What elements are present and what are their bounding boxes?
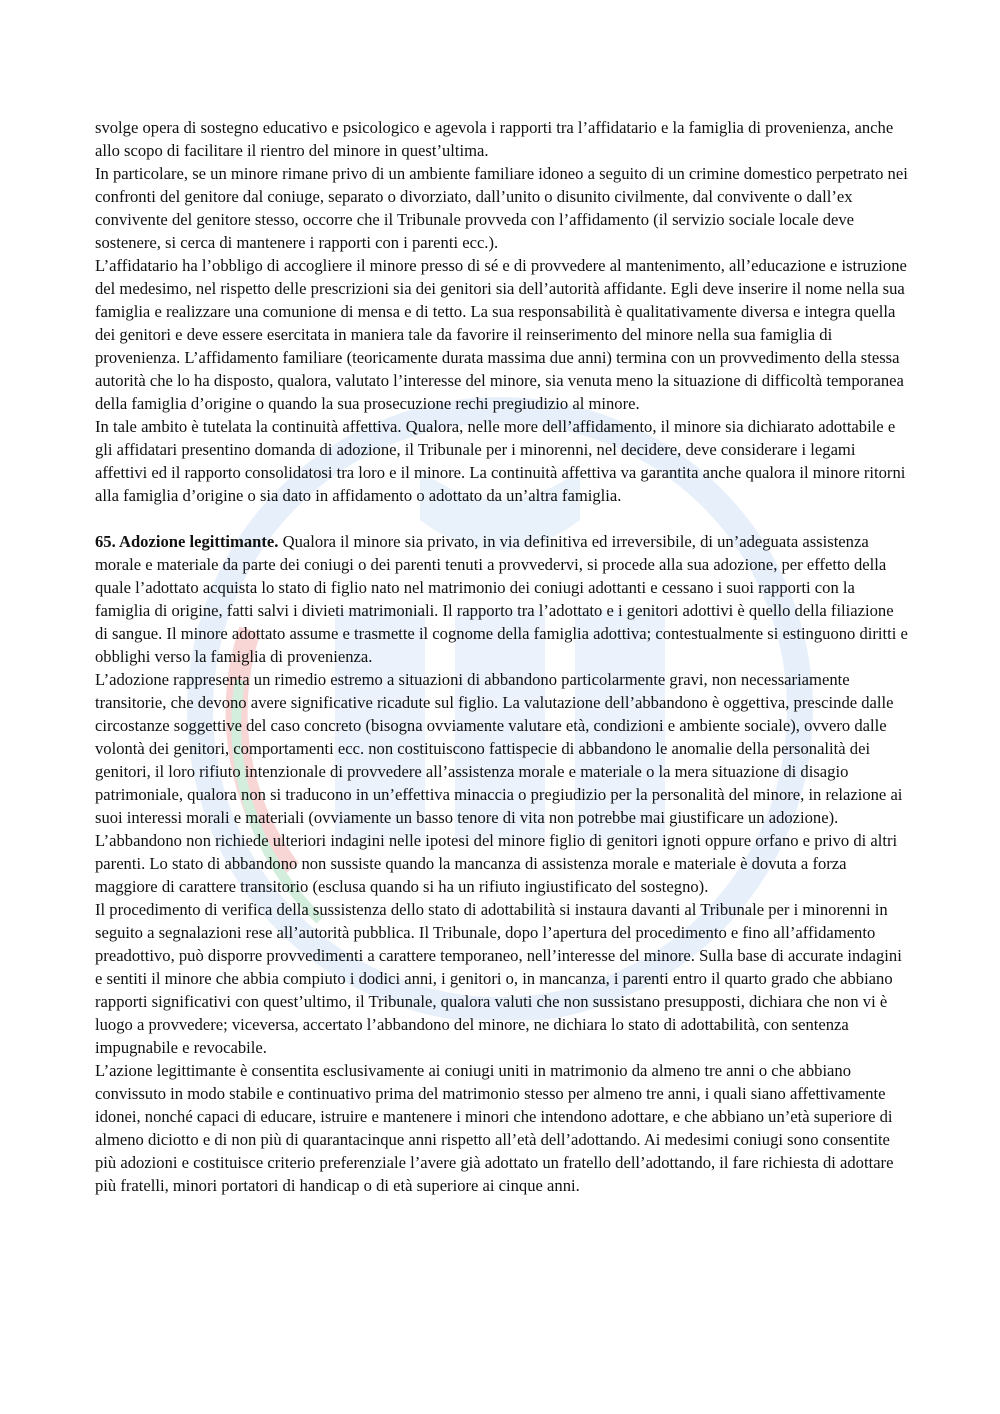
- document-body: [95, 116, 910, 1197]
- section-intro-text: Qualora il minore sia privato, in via definitiva ed irreversibile, di un’adeguata assistenza morale e materiale da parte dei coniugi o dei parenti tenuti a provvedervi, si procede alla sua adozione, per effetto della quale l’adottato acquista lo stato di figlio nato nel matrimonio dei coniugi adottanti e cessano i suoi rapporti con la famiglia di origine, fatti salvi i divieti matrimoniali. Il rapporto tra l’adottato e i genitori adottivi è quello della filiazione di sangue. Il minore adottato assume e trasmette il cognome della famiglia adottiva; contestualmente si estinguono diritti e obblighi verso la famiglia di provenienza.: [95, 532, 908, 666]
- paragraph: L’azione legittimante è consentita esclusivamente ai coniugi uniti in matrimonio da almeno tre anni o che abbiano convissuto in modo stabile e continuativo prima del matrimonio stesso per almeno tre anni, i quali siano affettivamente idonei, nonché capaci di educare, istruire e mantenere i minori che intendono adottare, e che abbiano un’età superiore di almeno diciotto e di non più di quarantacinque anni rispetto all’età dell’adottando. Ai medesimi coniugi sono consentite più adozioni e costituisce criterio preferenziale l’avere già adottato un fratello dell’adottando, il fare richiesta di adottare più fratelli, minori portatori di handicap o di età superiore ai cinque anni.: [95, 1061, 894, 1195]
- paragraph: L’adozione rappresenta un rimedio estremo a situazioni di abbandono particolarmente gravi, non necessariamente transitorie, che devono avere significative ricadute sul figlio. La valutazione dell’abbandono è oggettiva, prescinde dalle circostanze soggettive del caso concreto (bisogna ovviamente valutare età, condizioni e ambiente sociale), ovvero dalle volontà dei genitori, comportamenti ecc. non costituiscono fattispecie di abbandono le anomalie della personalità dei genitori, il loro rifiuto intenzionale di provvedere all’assistenza morale e materiale o la mera situazione di disagio patrimoniale, qualora non si traducono in un’effettiva minaccia o pregiudizio per la personalità del minore, in relazione ai suoi interessi morali e materiali (ovviamente un basso tenore di vita non potrebbe mai giustificare un adozione). L’abbandono non richiede ulteriori indagini nelle ipotesi del minore figlio di genitori ignoti oppure orfano e privo di altri parenti. Lo stato di abbandono non sussiste quando la mancanza di assistenza morale e materiale è dovuta a forza maggiore di carattere transitorio (esclusa quando si ha un rifiuto ingiustificato del sostegno).: [95, 670, 903, 896]
- paragraph: In tale ambito è tutelata la continuità affettiva. Qualora, nelle more dell’affidamento, il minore sia dichiarato adottabile e gli affidatari presentino domanda di adozione, il Tribunale per i minorenni, nel decidere, deve considerare i legami affettivi ed il rapporto consolidatosi tra loro e il minore. La continuità affettiva va garantita anche qualora il minore ritorni alla famiglia d’origine o sia dato in affidamento o adottato da un’altra famiglia.: [95, 417, 906, 505]
- section-intro-paragraph: [95, 530, 910, 668]
- section-heading: 65. Adozione legittimante.: [95, 532, 279, 551]
- paragraph: L’affidatario ha l’obbligo di accogliere il minore presso di sé e di provvedere al mantenimento, all’educazione e istruzione del medesimo, nel rispetto delle prescrizioni sia dei genitori sia dell’autorità affidante. Egli deve inserire il nome nella sua famiglia e realizzare una comunione di mensa e di tetto. La sua responsabilità è qualitativamente diversa e integra quella dei genitori e deve essere esercitata in maniera tale da favorire il reinserimento del minore nella sua famiglia di provenienza. L’affidamento familiare (teoricamente durata massima due anni) termina con un provvedimento della stessa autorità che lo ha disposto, qualora, valutato l’interesse del minore, sia venuta meno la situazione di difficoltà temporanea della famiglia d’origine o quando la sua prosecuzione rechi pregiudizio al minore.: [95, 256, 907, 413]
- paragraph: In particolare, se un minore rimane privo di un ambiente familiare idoneo a seguito di un crimine domestico perpetrato nei confronti del genitore dal coniuge, separato o divorziato, dall’unito o disunito civilmente, dal convivente o dall’ex convivente del genitore stesso, occorre che il Tribunale provveda con l’affidamento (il servizio sociale locale deve sostenere, si cerca di mantenere i rapporti con i parenti ecc.).: [95, 164, 908, 252]
- paragraph-spacer: [95, 507, 910, 530]
- paragraph: Il procedimento di verifica della sussistenza dello stato di adottabilità si instaura davanti al Tribunale per i minorenni in seguito a segnalazioni rese all’autorità pubblica. Il Tribunale, dopo l’apertura del procedimento e fino all’affidamento preadottivo, può disporre provvedimenti a carattere temporaneo, nell’interesse del minore. Sulla base di accurate indagini e sentiti il minore che abbia compiuto i dodici anni, i genitori o, in mancanza, i parenti entro il quarto grado che abbiano rapporti significativi con quest’ultimo, il Tribunale, qualora valuti che non sussistano presupposti, dichiara che non vi è luogo a provvedere; viceversa, accertato l’abbandono del minore, ne dichiara lo stato di adottabilità, con sentenza impugnabile e revocabile.: [95, 900, 902, 1057]
- paragraph: svolge opera di sostegno educativo e psicologico e agevola i rapporti tra l’affidatario e la famiglia di provenienza, anche allo scopo di facilitare il rientro del minore in quest’ultima.: [95, 118, 894, 160]
